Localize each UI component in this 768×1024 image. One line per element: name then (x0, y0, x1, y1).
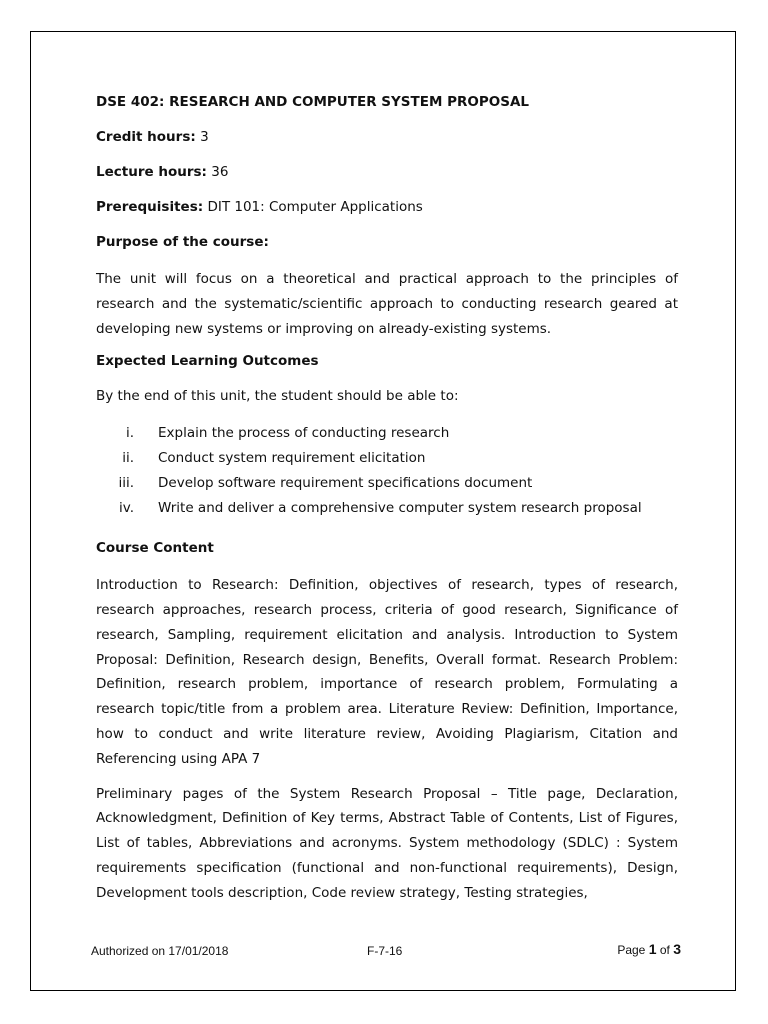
list-item-text: Write and deliver a comprehensive computer system research proposal (158, 499, 642, 516)
list-item-text: Explain the process of conducting research (158, 425, 450, 442)
outcomes-heading: Expected Learning Outcomes (96, 353, 319, 370)
purpose-paragraph: The unit will focus on a theoretical and practical approach to the principles of research and the systematic/scientific approach to conducting research geared at developing new systems or improving on already-existing systems. (96, 271, 678, 337)
credit-hours (96, 127, 678, 147)
list-item-text: Conduct system requirement elicitation (158, 450, 426, 467)
course-content-paragraph-1: Introduction to Research: Definition, objectives of research, types of research, research approaches, research process, criteria of good research, Significance of research, Sampling, requirement elicitation and analysis. Introduction to System Proposal: Definition, Research design, Benefits, Overall format. Research Problem: Definition, research problem, importance of research problem, Formulating a research topic/title from a problem area. Literature Review: Definition, Importance, how to conduct and write literature review, Avoiding Plagiarism, Citation and Referencing using APA 7 (96, 577, 678, 767)
list-item-number: iii. (118, 474, 134, 491)
of-word: of (659, 943, 670, 957)
list-item-number: iv. (119, 499, 134, 516)
credit-hours-label: Credit hours: (96, 129, 196, 145)
list-item (96, 471, 678, 496)
list-item-number: i. (125, 425, 134, 442)
list-item (96, 496, 678, 521)
credit-hours-value: 3 (200, 129, 209, 145)
course-content-heading: Course Content (96, 540, 214, 557)
page-body (96, 92, 678, 916)
page-footer (91, 940, 681, 964)
list-item-number: ii. (122, 450, 134, 467)
page-word: Page (617, 943, 646, 957)
page-number: 1 (648, 941, 657, 957)
lecture-hours-value: 36 (211, 164, 229, 180)
authorized-date: Authorized on 17/01/2018 (91, 944, 229, 958)
lecture-hours-label: Lecture hours: (96, 164, 207, 180)
document-page (30, 31, 736, 991)
prerequisites (96, 197, 678, 217)
prerequisites-value: DIT 101: Computer Applications (207, 199, 423, 215)
form-code: F-7-16 (367, 944, 403, 958)
list-item (96, 446, 678, 471)
prerequisites-label: Prerequisites: (96, 199, 204, 215)
course-content-paragraph-2: Preliminary pages of the System Research Proposal – Title page, Declaration, Acknowledgment, Definition of Key terms, Abstract Table of Contents, List of Figures, List of tables, Abbreviations and acronyms. System methodology (SDLC) : System requirements specification (functional and non-functional requirements), Design, Development tools description, Code review strategy, Testing strategies, (96, 785, 678, 901)
course-title: DSE 402: RESEARCH AND COMPUTER SYSTEM PROPOSAL (96, 94, 529, 110)
purpose-heading: Purpose of the course: (96, 234, 269, 250)
list-item (96, 421, 678, 446)
page-indicator (617, 941, 681, 957)
page-total: 3 (673, 941, 681, 957)
list-item-text: Develop software requirement specifications document (158, 474, 533, 491)
lecture-hours (96, 162, 678, 182)
outcomes-list (96, 421, 678, 520)
outcomes-intro: By the end of this unit, the student should be able to: (96, 388, 459, 405)
